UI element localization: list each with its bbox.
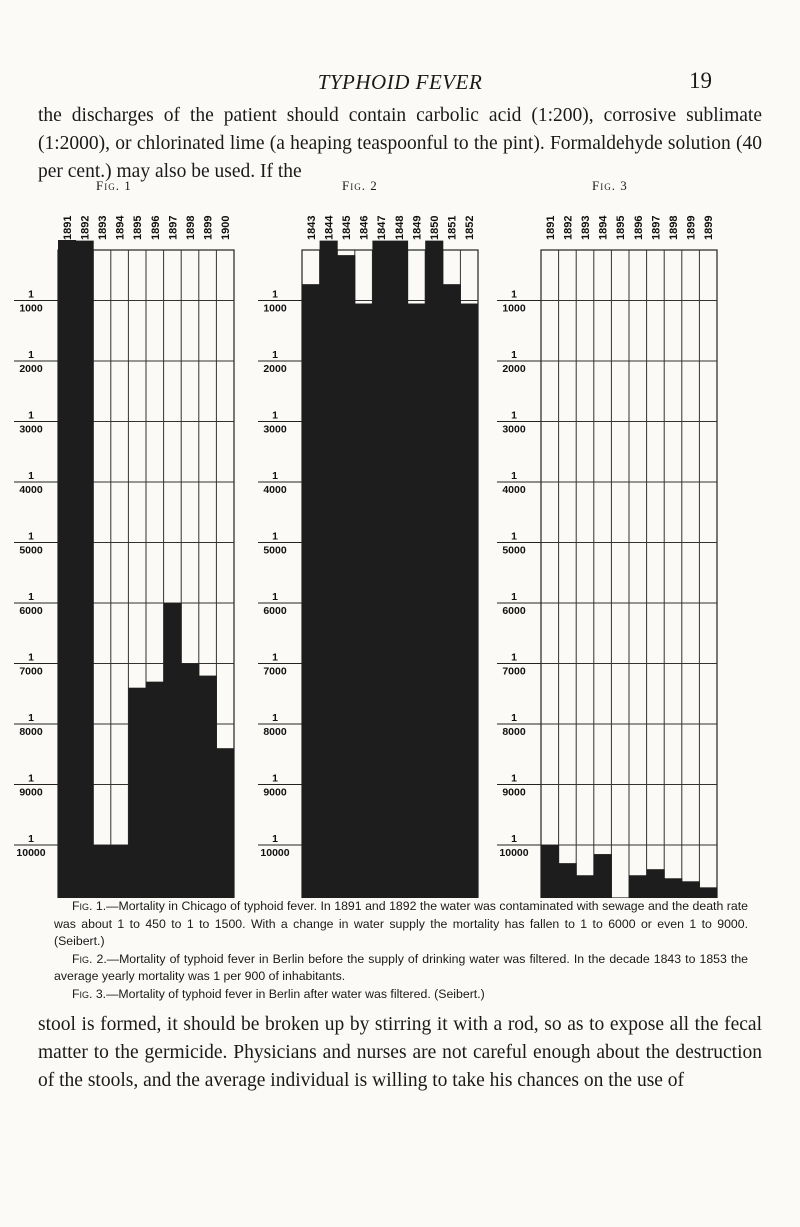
caption-fig2-text: —Mortality of typhoid fever in Berlin before the supply of drinking water was filtered. In the decade 1843 to 1853 the average yearly mortality was 1 per 900 of inhabitants. <box>54 951 749 983</box>
year-label-3: 1895 <box>615 215 628 240</box>
year-label-2: 1848 <box>393 215 406 240</box>
tick-label-numerator: 1 <box>28 712 34 724</box>
year-label-1: 1899 <box>202 215 215 240</box>
year-label-1: 1900 <box>220 215 233 240</box>
year-label-3: 1894 <box>597 215 610 240</box>
tick-label-numerator: 1 <box>272 530 278 543</box>
bar-1895 <box>128 688 146 898</box>
tick-label-numerator: 1 <box>28 530 34 543</box>
tick-label-denominator: 8000 <box>263 726 287 738</box>
bar-1894 <box>111 845 129 898</box>
tick-label-denominator: 9000 <box>502 786 526 799</box>
tick-label-denominator: 1000 <box>263 302 287 315</box>
tick-label-numerator: 1 <box>511 772 517 785</box>
bar-1900 <box>216 748 234 898</box>
tick-label-denominator: 7000 <box>502 665 526 678</box>
bar-1845 <box>337 255 355 898</box>
year-label-3: 1897 <box>650 215 663 240</box>
tick-label-denominator: 3000 <box>263 423 287 436</box>
tick-label-denominator: 2000 <box>19 363 43 375</box>
tick-label-numerator: 1 <box>272 591 278 603</box>
bar-1899 <box>199 676 217 898</box>
bar-1896 <box>629 875 647 898</box>
tick-label-numerator: 1 <box>272 712 278 724</box>
bar-1851 <box>443 284 461 898</box>
bar-1892 <box>76 241 94 898</box>
year-label-1: 1894 <box>114 215 127 240</box>
year-label-2: 1845 <box>341 215 353 240</box>
tick-label-denominator: 6000 <box>502 605 526 617</box>
bar-1892 <box>559 863 577 898</box>
caption-fig1-text: —Mortality in Chicago of typhoid fever. In 1891 and 1892 the water was contaminated with sewage and the death rate was about 1 to 450 to 1 to 1500. With a change in water supply the mortality has fallen to 1 to 6000 or even 1 to 9000. (Seibert.) <box>54 899 748 948</box>
tick-label-numerator: 1 <box>272 409 278 422</box>
year-label-2: 1849 <box>411 215 424 240</box>
bar-1899 <box>699 887 717 898</box>
bar-1849 <box>408 304 426 898</box>
caption-fig2-label: Fig. 2. <box>72 951 107 966</box>
bar-1847 <box>372 241 390 898</box>
tick-label-numerator: 1 <box>511 833 517 845</box>
year-label-1: 1893 <box>97 215 109 240</box>
tick-label-denominator: 2000 <box>502 363 526 375</box>
tick-label-denominator: 10000 <box>16 847 46 859</box>
tick-label-denominator: 5000 <box>502 544 526 557</box>
tick-label-numerator: 1 <box>272 349 278 361</box>
year-label-3: 1899 <box>685 215 698 240</box>
tick-label-numerator: 1 <box>272 772 278 785</box>
fig1-label: Fig. 1 <box>96 178 132 193</box>
bar-1891 <box>58 240 76 898</box>
tick-label-numerator: 1 <box>28 833 34 845</box>
tick-label-denominator: 9000 <box>263 786 287 799</box>
running-title: TYPHOID FEVER <box>317 70 483 94</box>
tick-label-numerator: 1 <box>28 470 34 482</box>
bar-1893 <box>576 875 594 898</box>
tick-label-numerator: 1 <box>272 833 278 845</box>
tick-label-numerator: 1 <box>511 409 517 422</box>
tick-label-numerator: 1 <box>28 651 34 664</box>
tick-label-denominator: 8000 <box>19 726 43 738</box>
tick-label-denominator: 4000 <box>263 484 287 496</box>
tick-label-denominator: 6000 <box>263 605 287 617</box>
tick-label-denominator: 10000 <box>499 847 529 859</box>
year-label-2: 1847 <box>376 215 389 240</box>
bar-1893 <box>93 845 111 898</box>
year-label-1: 1891 <box>61 215 74 240</box>
body-paragraph-1: the discharges of the patient should contain carbolic acid (1:200), corrosive sublimate (1:2000), or chlorinated lime (a heaping teaspoonful to the pint). Formaldehyde solution (40 per cent.) may also be used. If the <box>38 105 762 182</box>
bar-1843 <box>302 284 320 898</box>
figure-group <box>0 178 800 898</box>
year-label-3: 1892 <box>562 215 575 240</box>
tick-label-numerator: 1 <box>511 530 517 543</box>
bar-1896 <box>146 682 164 898</box>
fig3-label: Fig. 3 <box>592 178 628 193</box>
year-label-1: 1898 <box>185 215 197 240</box>
tick-label-denominator: 3000 <box>19 423 43 436</box>
caption-fig3-text: —Mortality of typhoid fever in Berlin after water was filtered. (Seibert.) <box>106 986 485 1001</box>
bar-1898 <box>664 878 682 898</box>
page-header <box>0 70 800 100</box>
tick-label-denominator: 1000 <box>502 302 526 315</box>
year-label-1: 1896 <box>149 215 162 240</box>
year-label-2: 1850 <box>429 215 441 240</box>
bar-1850 <box>425 241 443 898</box>
bar-1897 <box>164 603 182 898</box>
caption-fig1-label: Fig. 1. <box>72 899 107 913</box>
year-label-2: 1851 <box>446 215 459 240</box>
mortality-charts <box>0 178 800 898</box>
year-label-3: 1899 <box>703 215 716 240</box>
tick-label-denominator: 6000 <box>19 605 43 617</box>
tick-label-denominator: 9000 <box>19 786 43 799</box>
caption-fig3-label: Fig. 3. <box>72 986 107 1001</box>
tick-label-denominator: 7000 <box>263 665 287 678</box>
tick-label-denominator: 2000 <box>263 363 287 375</box>
year-label-2: 1846 <box>358 215 371 240</box>
tick-label-numerator: 1 <box>272 288 278 301</box>
tick-label-numerator: 1 <box>28 591 34 603</box>
tick-label-numerator: 1 <box>28 409 34 422</box>
tick-label-numerator: 1 <box>28 772 34 785</box>
bar-1848 <box>390 241 408 898</box>
year-label-3: 1896 <box>632 215 645 240</box>
tick-label-numerator: 1 <box>28 288 34 301</box>
bar-1891 <box>541 845 559 898</box>
fig2-label: Fig. 2 <box>342 178 378 193</box>
tick-label-numerator: 1 <box>511 591 517 603</box>
bar-1846 <box>355 304 373 898</box>
tick-label-denominator: 5000 <box>263 544 287 557</box>
bar-1894 <box>594 854 612 898</box>
year-label-1: 1895 <box>132 215 145 240</box>
tick-label-denominator: 5000 <box>19 544 43 557</box>
tick-label-numerator: 1 <box>511 470 517 482</box>
year-label-3: 1893 <box>580 215 592 240</box>
tick-label-numerator: 1 <box>511 349 517 361</box>
tick-label-numerator: 1 <box>28 349 34 361</box>
year-label-3: 1898 <box>668 215 680 240</box>
tick-label-numerator: 1 <box>511 288 517 301</box>
year-label-3: 1891 <box>544 215 557 240</box>
bar-1898 <box>181 664 199 899</box>
year-label-2: 1852 <box>464 215 477 240</box>
tick-label-denominator: 1000 <box>19 302 43 315</box>
bar-1852 <box>460 304 478 898</box>
page-number: 19 <box>689 68 712 93</box>
year-label-2: 1843 <box>305 215 318 240</box>
tick-label-numerator: 1 <box>511 712 517 724</box>
tick-label-numerator: 1 <box>272 651 278 664</box>
bar-1899 <box>682 881 700 898</box>
bar-1844 <box>320 241 338 898</box>
tick-label-denominator: 4000 <box>19 484 43 496</box>
bar-1897 <box>647 869 665 898</box>
year-label-1: 1897 <box>167 215 180 240</box>
tick-label-denominator: 4000 <box>502 484 526 496</box>
tick-label-numerator: 1 <box>511 651 517 664</box>
tick-label-numerator: 1 <box>272 470 278 482</box>
tick-label-denominator: 8000 <box>502 726 526 738</box>
figure-caption <box>54 898 748 1003</box>
tick-label-denominator: 7000 <box>19 665 43 678</box>
tick-label-denominator: 10000 <box>260 847 290 859</box>
year-label-1: 1892 <box>79 215 92 240</box>
year-label-2: 1844 <box>323 215 336 240</box>
body-paragraph-2: stool is formed, it should be broken up by stirring it with a rod, so as to expose all the fecal matter to the germicide. Physicians and nurses are not careful enough about the destruction of the stools, and the average individual is willing to take his chances on the use of <box>38 1014 762 1091</box>
tick-label-denominator: 3000 <box>502 423 526 436</box>
